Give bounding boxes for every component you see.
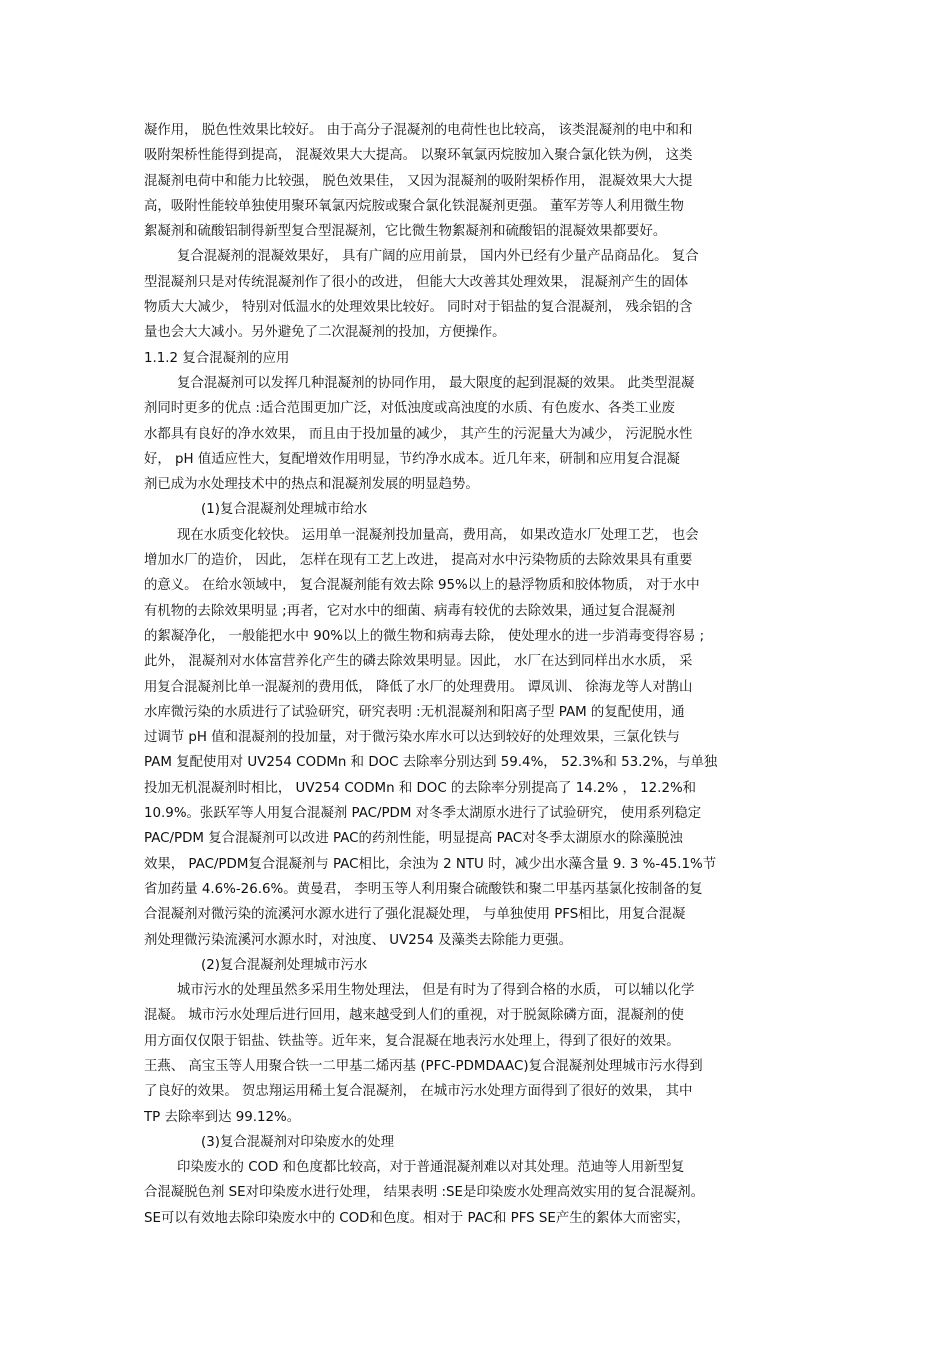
subsection-heading: (2)复合混凝剂处理城市污水 [201, 957, 368, 973]
text-line: 好， pH 值适应性大，复配增效作用明显，节约净水成本。近几年来，研制和应用复合混凝 [144, 451, 680, 467]
text-line: 省加药量 4.6%-26.6%。黄曼君， 李明玉等人利用聚合硫酸铁和聚二甲基丙基氯化按制备的复 [144, 881, 703, 897]
text-line: 复合混凝剂可以发挥几种混凝剂的协同作用， 最大限度的起到混凝的效果。 此类型混凝 [177, 375, 695, 391]
text-line: PAC/PDM 复合混凝剂可以改进 PAC的药剂性能，明显提高 PAC对冬季太湖原水的除藻脱浊 [144, 831, 683, 847]
text-line: 混凝。 城市污水处理后进行回用，越来越受到人们的重视，对于脱氮除磷方面，混凝剂的使 [144, 1008, 684, 1024]
text-line: 剂处理微污染流溪河水源水时，对浊度、 UV254 及藻类去除能力更强。 [144, 932, 572, 948]
text-line: 剂已成为水处理技术中的热点和混凝剂发展的明显趋势。 [144, 477, 479, 493]
subsection-heading: (3)复合混凝剂对印染废水的处理 [201, 1134, 395, 1150]
text-line: 现在水质变化较快。 运用单一混凝剂投加量高，费用高， 如果改造水厂处理工艺， 也会 [177, 527, 699, 543]
text-line: TP 去除率到达 99.12%。 [144, 1109, 301, 1125]
text-line: 水库微污染的水质进行了试验研究，研究表明 :无机混凝剂和阳离子型 PAM 的复配使用，通 [144, 704, 685, 720]
body-text [144, 118, 810, 1231]
text-line: 合混凝剂对微污染的流溪河水源水进行了强化混凝处理， 与单独使用 PFS相比，用复合混凝 [144, 907, 686, 923]
text-line: 吸附架桥性能得到提高， 混凝效果大大提高。 以聚环氧氯丙烷胺加入聚合氯化铁为例， 这类 [144, 148, 693, 164]
text-line: 的絮凝净化， 一般能把水中 90%以上的微生物和病毒去除， 使处理水的进一步消毒变得容易 ; [144, 628, 705, 644]
text-line: 用复合混凝剂比单一混凝剂的费用低， 降低了水厂的处理费用。 谭凤训、 徐海龙等人对鹊山 [144, 679, 693, 695]
text-line: 过调节 pH 值和混凝剂的投加量，对于微污染水库水可以达到较好的处理效果，三氯化铁与 [144, 730, 680, 746]
text-line: 此外， 混凝剂对水体富营养化产生的磷去除效果明显。因此， 水厂在达到同样出水水质， 采 [144, 654, 693, 670]
text-line: 剂同时更多的优点 :适合范围更加广泛，对低浊度或高浊度的水质、有色废水、各类工业废 [144, 401, 675, 417]
text-line: 高，吸附性能较单独使用聚环氧氯丙烷胺或聚合氯化铁混凝剂更强。 董军芳等人利用微生物 [144, 198, 684, 214]
text-line: 合混凝脱色剂 SE对印染废水进行处理， 结果表明 :SE是印染废水处理高效实用的复合混凝剂。 [144, 1185, 705, 1201]
text-line: SE可以有效地去除印染废水中的 COD和色度。相对于 PAC和 PFS SE产生的絮体大而密实， [144, 1210, 690, 1226]
text-line: 的意义。 在给水领域中， 复合混凝剂能有效去除 95%以上的悬浮物质和胶体物质， 对于水中 [144, 578, 700, 594]
text-line: 增加水厂的造价， 因此， 怎样在现有工艺上改进， 提高对水中污染物质的去除效果具有重要 [144, 553, 693, 569]
text-line: 复合混凝剂的混凝效果好， 具有广阔的应用前景， 国内外已经有少量产品商品化。 复合 [177, 249, 699, 265]
text-line: 水都具有良好的净水效果， 而且由于投加量的减少， 其产生的污泥量大为减少， 污泥脱水性 [144, 426, 693, 442]
text-line: 10.9%。张跃军等人用复合混凝剂 PAC/PDM 对冬季太湖原水进行了试验研究， 使用系列稳定 [144, 806, 702, 822]
text-line: 物质大大减少， 特别对低温水的处理效果比较好。 同时对于铝盐的复合混凝剂， 残余铝的含 [144, 300, 693, 316]
text-line: 印染废水的 COD 和色度都比较高，对于普通混凝剂难以对其处理。范迪等人用新型复 [177, 1160, 685, 1176]
text-line: 王燕、 高宝玉等人用聚合铁一二甲基二烯丙基 (PFC-PDMDAAC)复合混凝剂处理城市污水得到 [144, 1058, 703, 1074]
text-line: 了良好的效果。 贺忠翔运用稀土复合混凝剂， 在城市污水处理方面得到了很好的效果， 其中 [144, 1084, 693, 1100]
text-line: 凝作用， 脱色性效果比较好。 由于高分子混凝剂的电荷性也比较高， 该类混凝剂的电中和和 [144, 123, 693, 138]
text-line: 量也会大大减小。另外避免了二次混凝剂的投加，方便操作。 [144, 325, 506, 341]
section-heading: 1.1.2 复合混凝剂的应用 [144, 350, 290, 366]
text-line: 用方面仅仅限于铝盐、铁盐等。近年来，复合混凝在地表污水处理上，得到了很好的效果。 [144, 1033, 680, 1049]
text-line: 城市污水的处理虽然多采用生物处理法， 但是有时为了得到合格的水质， 可以辅以化学 [177, 983, 695, 999]
text-line: 效果， PAC/PDM复合混凝剂与 PAC相比，余浊为 2 NTU 时，减少出水藻含量 9. 3 %-45.1%节 [144, 856, 717, 872]
text-line: 絮凝剂和硫酸铝制得新型复合型混凝剂，它比微生物絮凝剂和硫酸铝的混凝效果都要好。 [144, 224, 667, 240]
text-line: 投加无机混凝剂时相比， UV254 CODMn 和 DOC 的去除率分别提高了 14.2% ， 12.2%和 [144, 780, 697, 796]
text-line: 型混凝剂只是对传统混凝剂作了很小的改进， 但能大大改善其处理效果， 混凝剂产生的固体 [144, 274, 689, 290]
text-line: 有机物的去除效果明显 ;再者，它对水中的细菌、病毒有较优的去除效果，通过复合混凝剂 [144, 603, 675, 619]
subsection-heading: (1)复合混凝剂处理城市给水 [201, 502, 368, 518]
text-line: 混凝剂电荷中和能力比较强， 脱色效果佳， 又因为混凝剂的吸附架桥作用， 混凝效果大大提 [144, 173, 693, 189]
text-line: PAM 复配使用对 UV254 CODMn 和 DOC 去除率分别达到 59.4%， 52.3%和 53.2%，与单独 [144, 755, 718, 771]
